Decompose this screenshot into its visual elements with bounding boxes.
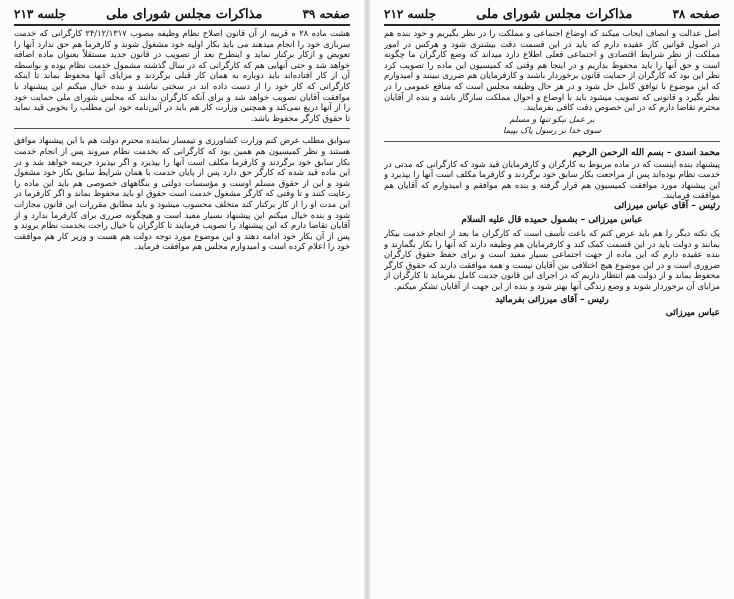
page-body [14,28,350,593]
paragraph-bottom: سوابق مطلب عرض کنم وزارت کشاورزی و تیمسار نماینده محترم دولت هم با این پیشنهاد موافق هستند و نظر کمیسیون هم همین بود که کارگرانی که بخدمت نظام میروند پس از انجام خدمت بکار سابق خود برگردند و کارفرما مکلف است آنها را بپذیرد و اگر بپذیرد جریمه خواهد شد و در این ماده قید شده که کارگر حق دارد پس از پایان خدمت با همان شرایط سابق بکار خود مشغول شود و این از حقوق مسلم اوست و مؤسسات دولتی و بنگاههای خصوصی هم باید این ماده را رعایت کنند و تا وقتی که کارگر مشغول خدمت است حقوق او باید محفوظ بماند و اگر کارفرما در این مدت او را از کار برکنار کند متخلف محسوب میشود و باید مطابق مقررات این قانون مجازات شود و بنده خیال میکنم این پیشنهاد بسیار مفید است و هیچگونه ضرری برای کارفرما ندارد و از آقایان تقاضا دارم که این پیشنهاد را تصویب فرمایند تا کارگران با خیال راحت بخدمت نظام بروند و پس از آن بکار خود ادامه دهند و این موضوع مورد توجه دولت هم هست و وزیر کار هم موافقت خود را اعلام کرده است و امیدوارم مجلس هم موافقت فرماید. [14,135,350,252]
page-number: صفحه ۳۸ [672,7,720,21]
page-header [384,4,720,26]
page-number: صفحه ۳۹ [302,7,350,21]
section-divider [384,141,720,142]
page-body [384,28,720,593]
verse-line: بر عمل نیکو تنها و مسلم [509,113,595,124]
page-title: مذاکرات مجلس شورای ملی [106,6,263,22]
page-39 [0,0,364,599]
paragraph-top: اصل عدالت و انصاف ایجاب میکند که اوضاع اجتماعی و مملکت را در نظر بگیریم و خود بنده هم در اصول قوانین کار عقیده دارم که باید در این قسمت دقت بیشتری شود و هرکس در امور مملکت از نظر شرایط اقتصادی و اجتماعی فعلی اطلاع دارد میداند که وضع کارگران ما چگونه است و حق آنها را باید محفوظ بداریم و در اینجا هم وقتی که کمیسیون این ماده را تصویب کرد نظر این بود که کارگران از حمایت قانون برخوردار باشند و کارفرمایان هم ضرری نبینند و امیدوارم که این موضوع با توافق کامل حل شود و در هر حال وظیفه مجلس است که منافع عمومی را در نظر بگیرد و قانونی که تصویب میشود باید با اوضاع و احوال مملکت سازگار باشد و بنده از آقایان محترم تقاضا دارم که در این خصوص دقت کافی بفرمایند. [384,28,720,113]
page-title: مذاکرات مجلس شورای ملی [476,6,633,22]
verse-line: سوی خدا بر رسول پاک بپیما [503,125,601,136]
section-divider [14,128,350,129]
speaker-name: محمد اسدی – بسم الله الرحمن الرحیم [572,147,720,158]
paragraph-bottom: یک نکته دیگر را هم باید عرض کنم که باعث تأسف است که کارگران ما بعد از انجام خدمت بیکار بمانند و دولت باید در این قسمت کمک کند و کارفرمایان هم وظیفه دارند که آنها را بکار بگمارند و بنده عقیده دارم که این ماده از جهت اجتماعی بسیار مفید است و برای حفظ حقوق کارگران ضروری است و در این موضوع هیچ اختلافی بین آقایان نیست و همه موافقت دارند که حقوق کارگر محفوظ بماند و از دولت هم انتظار داریم که در اجرای این قانون جدیت کامل بفرماید تا کارگران از مزایای آن برخوردار شوند و وضع زندگی آنها بهتر شود و بنده از این جهت از آقایان تشکر میکنم. [384,228,720,292]
speaker-name: رئیس – آقای عباس میرزائی [614,200,720,211]
signature-line: رئیس – آقای میرزائی بفرمائید [495,294,609,305]
page-header [14,4,350,26]
paragraph-middle: پیشنهاد بنده اینست که در ماده مربوط به کارگران و کارفرمایان قید شود که کارگرانی که مدتی در خدمت نظام بوده‌اند پس از مراجعت بکار سابق خود برگردند و کارفرما مکلف است آنها را بپذیرد و این پیشنهاد مورد موافقت کمیسیون هم قرار گرفته و بنده هم موافقم و امیدوارم که آقایان هم موافقت فرمایند. [384,158,720,201]
signature-line: عباس میرزائی – بشمول حمیده قال علیه السلام [461,214,643,225]
session-number: جلسه ۲۱۳ [14,7,67,21]
session-number: جلسه ۲۱۲ [384,7,437,21]
speaker-name: عباس میرزائی [665,308,720,319]
paragraph-top: هشت ماده ۲۸ ه قریبه از آن قانون اصلاح نظام وظیفه مصوب ۲۴/۱۲/۱۳۱۷ کارگرانی که خدمت سربازی خود را انجام میدهند می باید بکار اولیه خود مشغول شوند و کارفرما هم حق ندارد آنها را تعویض و ازکار برکنار نماید و اینطرح بعد از تصویب در قانون جدید مستقلاً بعنوان ماده اضافه خواهد شد و حتی آنهایی هم که کارگرانی که در سال گذشته مشمول خدمت نظام بوده و بواسطه آن از کار افتاده‌اند باید دوباره به همان کار قبلی برگردند و مزایای آنها محفوظ بماند تا اینکه کارگرانی که کار خود را از دست داده اند در سختی نباشند و بنده خیال میکنم این پیشنهاد با موافقت آقایان تصویب خواهد شد و برای آنکه کارگران بدانند که مجلس شورای ملی حمایت خود را از آنها دریغ نمی‌کند و همچنین وزارت کار هم باید در آئین‌نامه خود این مطلب را بخوبی قید نماید تا حقوق کارگر محفوظ باشد. [14,28,350,123]
page-38 [370,0,734,599]
